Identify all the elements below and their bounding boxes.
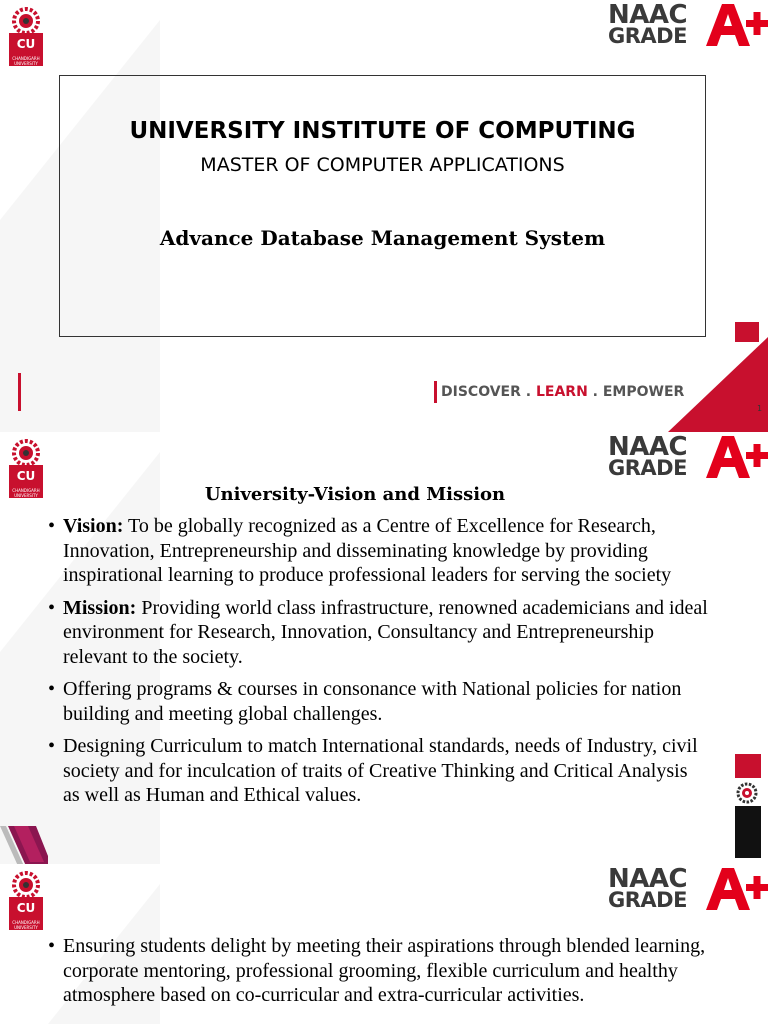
naac-grade-logo (608, 434, 768, 480)
naac-text: NAAC (608, 864, 688, 894)
cu-logo (7, 870, 45, 930)
tagline (434, 381, 684, 403)
page-number: 1 (757, 404, 763, 413)
cu-logo (7, 6, 45, 66)
bullet-text: Providing world class infrastructure, renowned academicians and ideal environment for Research, Innovation, Consultancy and Entrepreneurship relevant to the society. (63, 596, 708, 668)
bullet-text: Ensuring students delight by meeting their aspirations through blended learning, corporate mentoring, professional grooming, flexible curriculum and healthy atmosphere based on co-curricular and extra-curricular activities. (63, 935, 706, 1006)
slide-2 (0, 432, 768, 864)
list-item (48, 596, 708, 670)
vision-mission-list (48, 514, 708, 816)
list-item (48, 934, 708, 1008)
corner-red-triangle (668, 337, 768, 432)
cu-gear-icon (11, 6, 41, 36)
bullet-text: To be globally recognized as a Centre of Excellence for Research, Innovation, Entrepreneurship and disseminating knowledge by providing inspirational learning to produce professional leaders for serving the society (63, 515, 672, 586)
list-item (48, 734, 708, 808)
naac-grade-logo (608, 2, 768, 48)
tagline-learn: LEARN (535, 384, 588, 400)
naac-text: NAAC (608, 0, 688, 30)
cu-logo-text: CU (9, 33, 43, 55)
cu-logo-text: CU (9, 897, 43, 919)
slide-3 (0, 864, 768, 1024)
vision-mission-heading: University-Vision and Mission (204, 484, 506, 505)
a-plus-icon (702, 866, 768, 912)
institute-title: UNIVERSITY INSTITUTE OF COMPUTING (129, 118, 636, 144)
bullet-label: Mission: (63, 596, 137, 619)
cu-gear-icon (11, 438, 41, 468)
bullet-text: Designing Curriculum to match International standards, needs of Industry, civil society and for inculcation of traits of Creative Thinking and Critical Analysis as well as Human and Ethical values. (63, 735, 698, 806)
naac-grade-logo (608, 866, 768, 912)
tagline-discover: DISCOVER . (441, 384, 536, 400)
grade-text: GRADE (608, 456, 687, 480)
list-item (48, 677, 708, 726)
list-item (48, 514, 708, 588)
bullet-text: Offering programs & courses in consonance with National policies for nation building and meeting global challenges. (63, 678, 682, 725)
cu-gear-icon (11, 870, 41, 900)
grade-text: GRADE (608, 888, 687, 912)
red-accent-bar (18, 373, 21, 411)
subject-title: Advance Database Management System (159, 226, 606, 250)
cu-logo-subtext: CHANDIGARH UNIVERSITY (9, 55, 43, 66)
slide-1 (0, 0, 768, 432)
cu-logo-subtext: CHANDIGARH UNIVERSITY (9, 919, 43, 930)
title-box (59, 75, 706, 337)
bullet-label: Vision: (63, 515, 124, 537)
grade-text: GRADE (608, 24, 687, 48)
mission-continued-list (48, 934, 708, 1016)
gear-icon (736, 782, 758, 804)
naac-text: NAAC (608, 432, 688, 462)
cu-logo-subtext: CHANDIGARH UNIVERSITY (9, 487, 43, 498)
tagline-empower: . EMPOWER (587, 384, 685, 400)
a-plus-icon (702, 2, 768, 48)
stripe-decoration (0, 826, 48, 864)
cu-logo-text: CU (9, 465, 43, 487)
side-black-block (735, 806, 761, 858)
program-title: MASTER OF COMPUTER APPLICATIONS (200, 154, 565, 176)
side-red-block (735, 754, 761, 778)
a-plus-icon (702, 434, 768, 480)
